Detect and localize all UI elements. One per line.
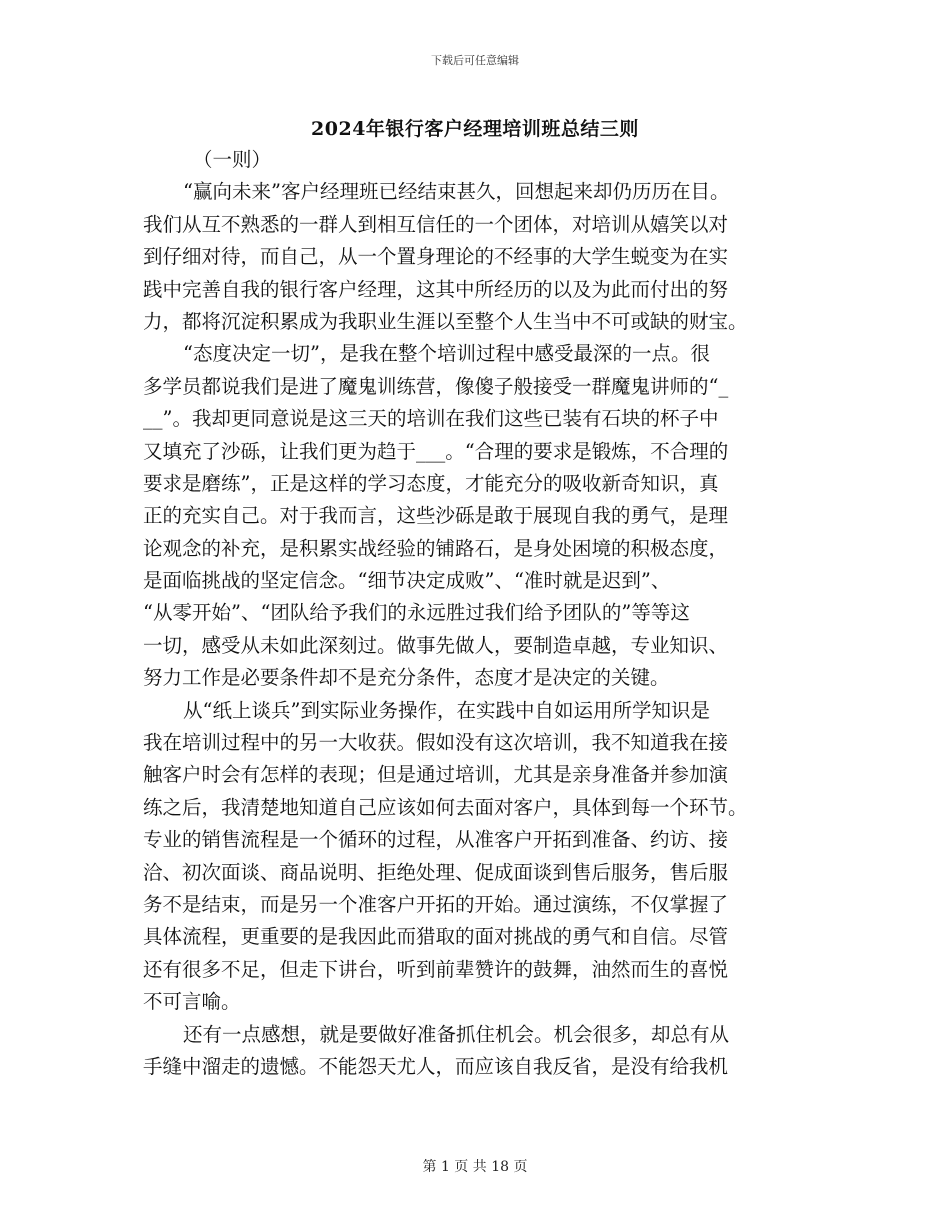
text-line: __”。我却更同意说是这三天的培训在我们这些已装有石块的杯子中 <box>143 407 719 431</box>
text-line: 务不是结束，而是另一个准客户开拓的开始。通过演练，不仅掌握了 <box>143 892 729 916</box>
document-body <box>143 144 813 1083</box>
section-label: （一则） <box>193 148 272 171</box>
paragraph-lines <box>143 176 813 1083</box>
text-line: 论观念的补充，是积累实战经验的铺路石，是身处困境的积极态度， <box>143 536 729 560</box>
text-line: 不可言喻。 <box>143 990 241 1014</box>
text-line: “态度决定一切”，是我在整个培训过程中感受最深的一点。很 <box>183 342 710 366</box>
text-line: 践中完善自我的银行客户经理，这其中所经历的以及为此而付出的努 <box>143 277 729 301</box>
text-line: “从零开始”、“团队给予我们的永远胜过我们给予团队的”等等这 <box>143 601 690 625</box>
text-line: 一切，感受从未如此深刻过。做事先做人，要制造卓越，专业知识、 <box>143 633 729 657</box>
text-line: 又填充了沙砾，让我们更为趋于___。“合理的要求是锻炼，不合理的 <box>143 439 729 463</box>
text-line: 我们从互不熟悉的一群人到相互信任的一个团体，对培训从嬉笑以对 <box>143 212 729 236</box>
document-title: 2024年银行客户经理培训班总结三则 <box>311 118 639 140</box>
text-line: 还有很多不足，但走下讲台，听到前辈赞许的鼓舞，油然而生的喜悦 <box>143 957 729 981</box>
text-line: 从“纸上谈兵”到实际业务操作，在实践中自如运用所学知识是 <box>183 698 710 722</box>
text-line: 专业的销售流程是一个循环的过程，从准客户开拓到准备、约访、接 <box>143 828 729 852</box>
text-line: 洽、初次面谈、商品说明、拒绝处理、促成面谈到售后服务，售后服 <box>143 860 729 884</box>
text-line: “赢向未来”客户经理班已经结束甚久，回想起来却仍历历在目。 <box>183 180 730 204</box>
text-line: 手缝中溜走的遗憾。不能怨天尤人，而应该自我反省，是没有给我机 <box>143 1054 729 1078</box>
text-line: 我在培训过程中的另一大收获。假如没有这次培训，我不知道我在接 <box>143 731 729 755</box>
text-line: 努力工作是必要条件却不是充分条件，态度才是决定的关键。 <box>143 666 670 690</box>
text-line: 练之后，我清楚地知道自己应该如何去面对客户，具体到每一个环节。 <box>143 795 748 819</box>
text-line: 力，都将沉淀积累成为我职业生涯以至整个人生当中不可或缺的财宝。 <box>143 309 748 333</box>
text-line: 多学员都说我们是进了魔鬼训练营，像傻子般接受一群魔鬼讲师的“_ <box>143 374 729 398</box>
text-line: 触客户时会有怎样的表现；但是通过培训，尤其是亲身准备并参加演 <box>143 763 729 787</box>
page-number: 第 1 页 共 18 页 <box>422 1159 528 1175</box>
text-line: 是面临挑战的坚定信念。“细节决定成败”、“准时就是迟到”、 <box>143 569 671 593</box>
text-line: 要求是磨练”，正是这样的学习态度，才能充分的吸收新奇知识，真 <box>143 471 719 495</box>
text-line: 具体流程，更重要的是我因此而猎取的面对挑战的勇气和自信。尽管 <box>143 925 729 949</box>
page-header-note: 下载后可任意编辑 <box>431 54 519 67</box>
text-line: 还有一点感想，就是要做好准备抓住机会。机会很多，却总有从 <box>183 1022 730 1046</box>
text-line: 正的充实自己。对于我而言，这些沙砾是敢于展现自我的勇气，是理 <box>143 504 729 528</box>
text-line: 到仔细对待，而自己，从一个置身理论的不经事的大学生蜕变为在实 <box>143 245 729 269</box>
